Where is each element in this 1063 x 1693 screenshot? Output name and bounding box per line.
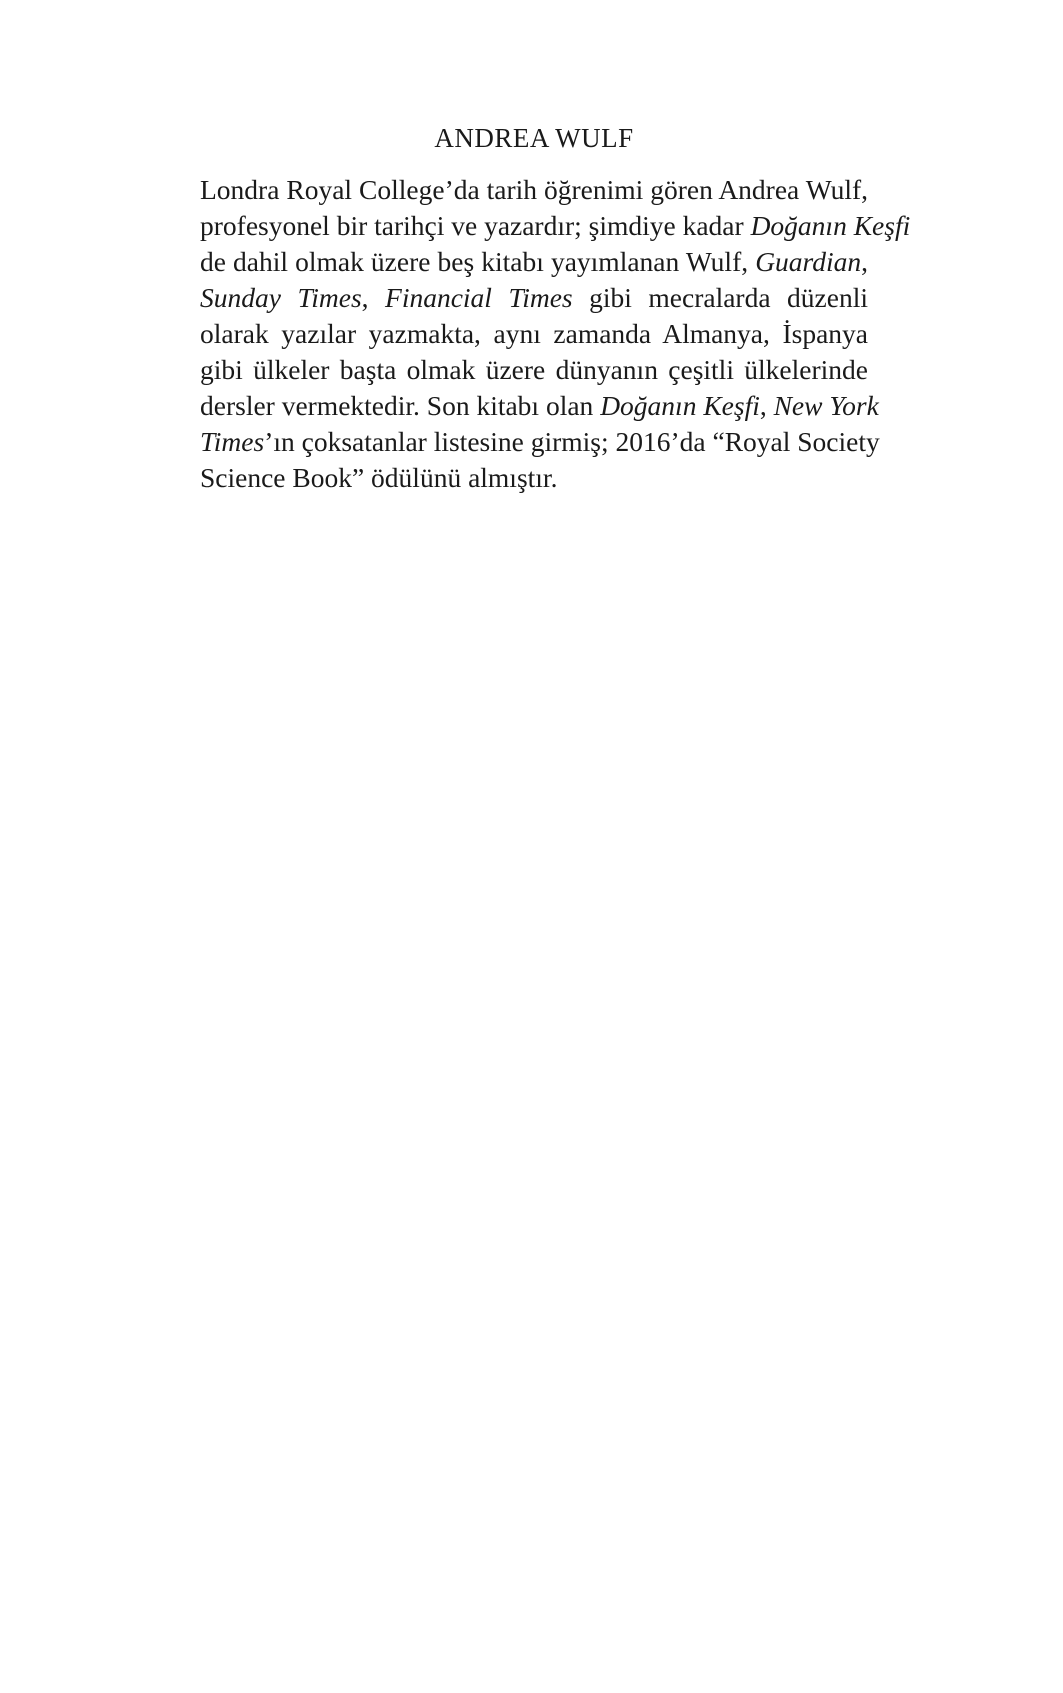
bio-text: ,	[759, 390, 774, 421]
author-heading: ANDREA WULF	[434, 123, 634, 153]
bio-line-8	[200, 424, 880, 460]
bio-line-3	[200, 244, 868, 280]
bio-text: gibi ülkeler başta olmak üzere dünyanın çeşitli ülkelerinde	[200, 354, 868, 385]
bio-text: olarak yazılar yazmakta, aynı zamanda Almanya, İspanya	[200, 318, 868, 349]
bio-line-6	[200, 352, 868, 388]
italic-title-text: Times	[200, 426, 265, 457]
author-bio	[200, 172, 911, 496]
bio-line-1	[200, 172, 868, 208]
italic-title-text: Doğanın Keşfi	[600, 390, 760, 421]
bio-text: gibi mecralarda düzenli	[572, 282, 868, 313]
italic-title-text: Doğanın Keşfi	[750, 210, 911, 241]
bio-text: profesyonel bir tarihçi ve yazardır; şimdiye kadar	[200, 210, 751, 241]
bio-text: Londra Royal College’da tarih öğrenimi gören Andrea Wulf,	[200, 174, 868, 205]
bio-text: de dahil olmak üzere beş kitabı yayımlanan Wulf,	[200, 246, 756, 277]
bio-text: Science Book” ödülünü almıştır.	[200, 462, 558, 493]
bio-text: ,	[861, 246, 868, 277]
italic-title-text: Sunday Times	[200, 282, 362, 313]
bio-line-7	[200, 388, 879, 424]
bio-line-9	[200, 460, 868, 496]
bio-text: ,	[361, 282, 386, 313]
italic-title-text: New York	[773, 390, 879, 421]
bio-line-5	[200, 316, 868, 352]
italic-title-text: Financial Times	[385, 282, 573, 313]
bio-line-4	[200, 280, 868, 316]
bio-text: dersler vermektedir. Son kitabı olan	[200, 390, 601, 421]
italic-title-text: Guardian	[755, 246, 862, 277]
bio-line-2	[200, 208, 911, 244]
bio-text: ’ın çoksatanlar listesine girmiş; 2016’da “Royal Society	[264, 426, 880, 457]
